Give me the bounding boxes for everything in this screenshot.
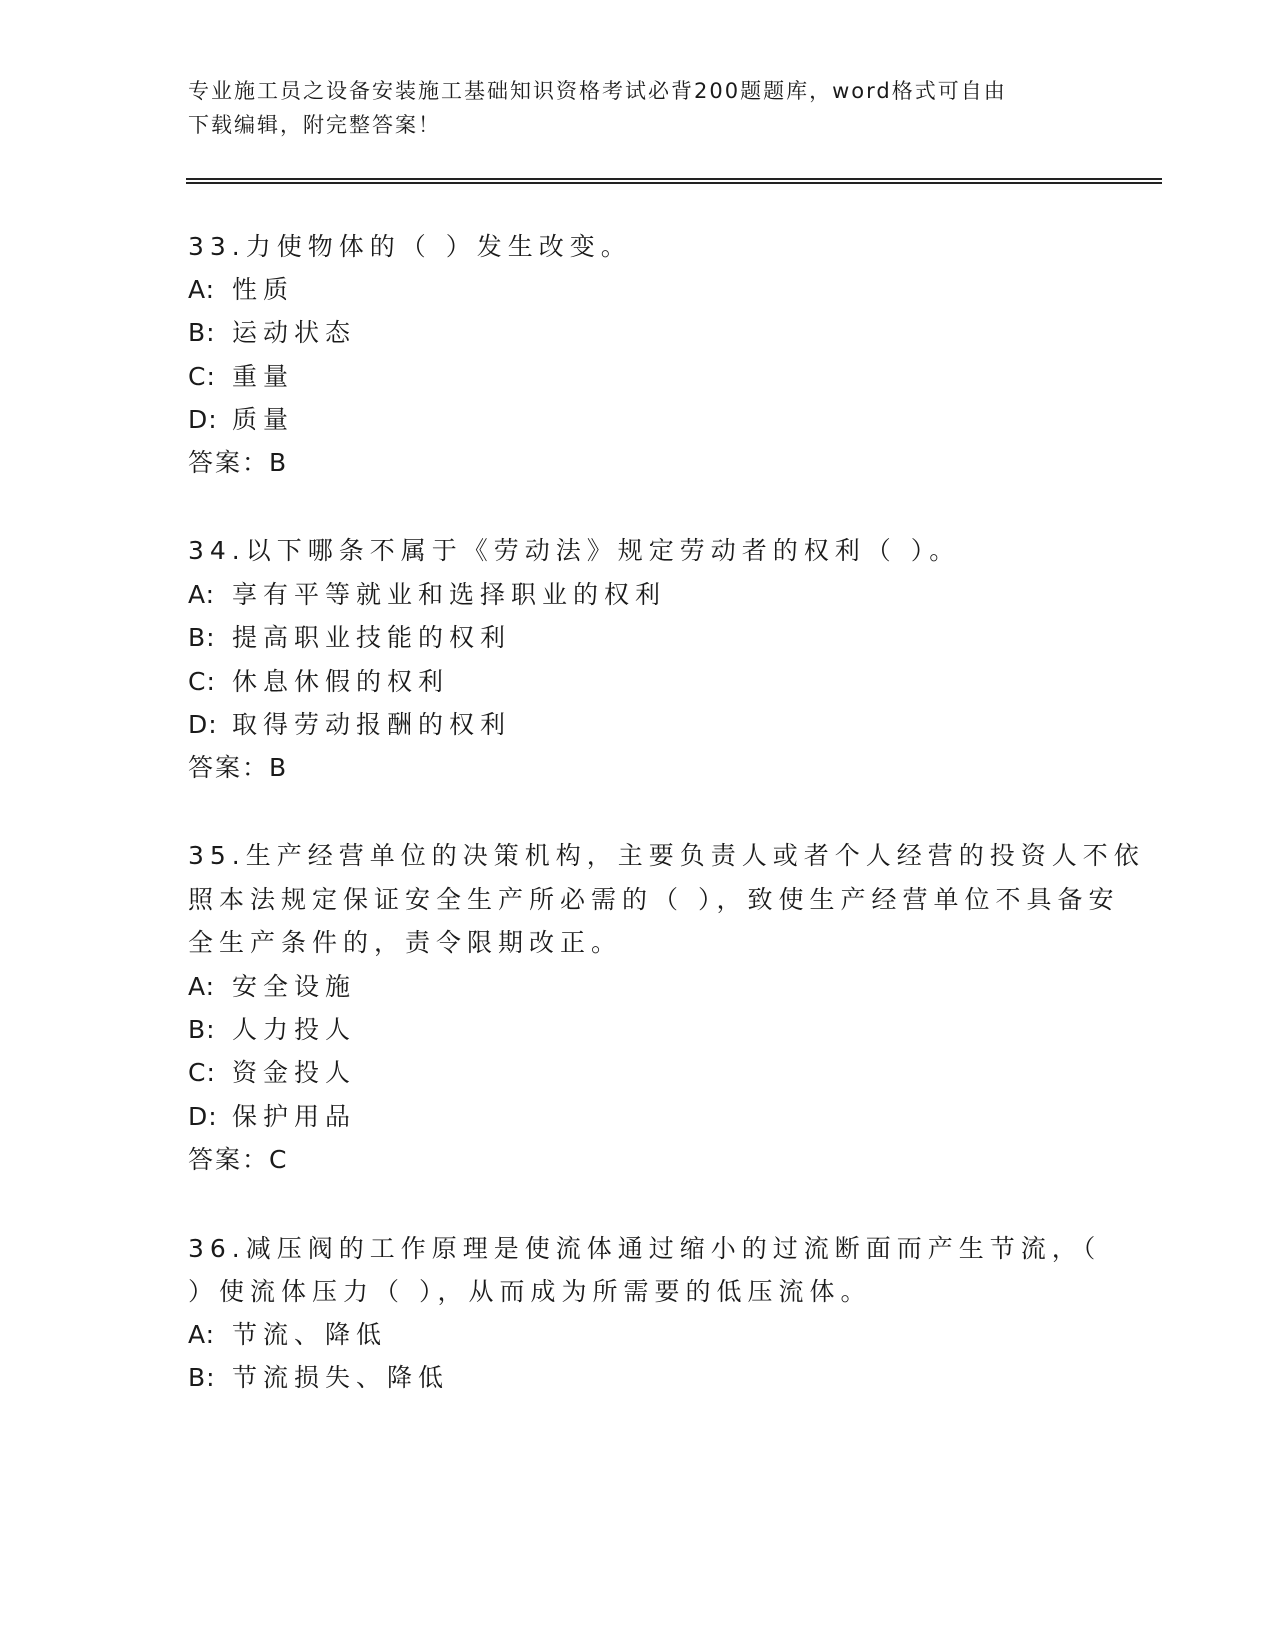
question-35-stem-line-2: 照本法规定保证安全生产所必需的（ ），致使生产经营单位不具备安	[188, 885, 1120, 914]
option-key: A:	[188, 972, 216, 1001]
question-33-answer: 答案：B	[188, 448, 289, 477]
option-text: 运动状态	[232, 318, 357, 347]
question-33-option-b	[188, 315, 356, 351]
option-key: B:	[188, 1363, 216, 1392]
option-key: A:	[188, 580, 216, 609]
question-36-stem-line-1: 36.减压阀的工作原理是使流体通过缩小的过流断面而产生节流，（	[188, 1234, 1102, 1263]
option-key: C:	[188, 1058, 216, 1087]
question-36-stem-line-2: ）使流体压力（ ），从而成为所需要的低压流体。	[188, 1277, 872, 1306]
question-34-answer: 答案：B	[188, 753, 289, 782]
header-double-rule	[186, 178, 1162, 184]
option-text: 取得劳动报酬的权利	[232, 710, 512, 739]
question-35-option-a	[188, 969, 356, 1005]
option-key: A:	[188, 1320, 216, 1349]
question-35-answer: 答案：C	[188, 1145, 289, 1174]
option-text: 人力投人	[232, 1015, 357, 1044]
option-text: 资金投人	[232, 1058, 357, 1087]
question-35-option-d	[188, 1099, 356, 1135]
header-line-1: 专业施工员之设备安装施工基础知识资格考试必背200题题库，word格式可自由	[188, 79, 1007, 103]
question-36-option-b	[188, 1360, 449, 1396]
option-text: 享有平等就业和选择职业的权利	[232, 580, 667, 609]
question-35-stem-line-3: 全生产条件的，责令限期改正。	[188, 928, 623, 957]
question-34-option-c	[188, 664, 449, 700]
question-33-option-d	[188, 402, 294, 438]
option-text: 性质	[232, 275, 295, 304]
question-33-option-a	[188, 272, 294, 308]
question-33-option-c	[188, 359, 294, 395]
question-36-option-a	[188, 1317, 387, 1353]
option-key: B:	[188, 1015, 216, 1044]
question-34-option-d	[188, 707, 511, 743]
question-34-option-b	[188, 620, 511, 656]
question-35-stem-line-1: 35.生产经营单位的决策机构，主要负责人或者个人经营的投资人不依	[188, 841, 1145, 870]
question-35-option-c	[188, 1055, 356, 1091]
option-key: D:	[188, 405, 218, 434]
option-text: 休息休假的权利	[232, 667, 450, 696]
option-key: C:	[188, 362, 216, 391]
question-33-stem: 33.力使物体的（ ）发生改变。	[188, 232, 632, 261]
option-key: D:	[188, 710, 218, 739]
document-header	[188, 74, 1068, 142]
option-key: A:	[188, 275, 216, 304]
option-key: B:	[188, 318, 216, 347]
option-text: 质量	[232, 405, 295, 434]
option-text: 重量	[232, 362, 295, 391]
option-text: 提高职业技能的权利	[232, 623, 512, 652]
question-35-option-b	[188, 1012, 356, 1048]
option-key: B:	[188, 623, 216, 652]
question-34-stem: 34.以下哪条不属于《劳动法》规定劳动者的权利（ ）。	[188, 536, 961, 565]
option-key: D:	[188, 1102, 218, 1131]
option-key: C:	[188, 667, 216, 696]
option-text: 保护用品	[232, 1102, 357, 1131]
option-text: 节流损失、降低	[232, 1363, 450, 1392]
header-line-2: 下载编辑，附完整答案！	[188, 113, 441, 137]
question-34-option-a	[188, 577, 666, 613]
option-text: 节流、降低	[232, 1320, 388, 1349]
option-text: 安全设施	[232, 972, 357, 1001]
